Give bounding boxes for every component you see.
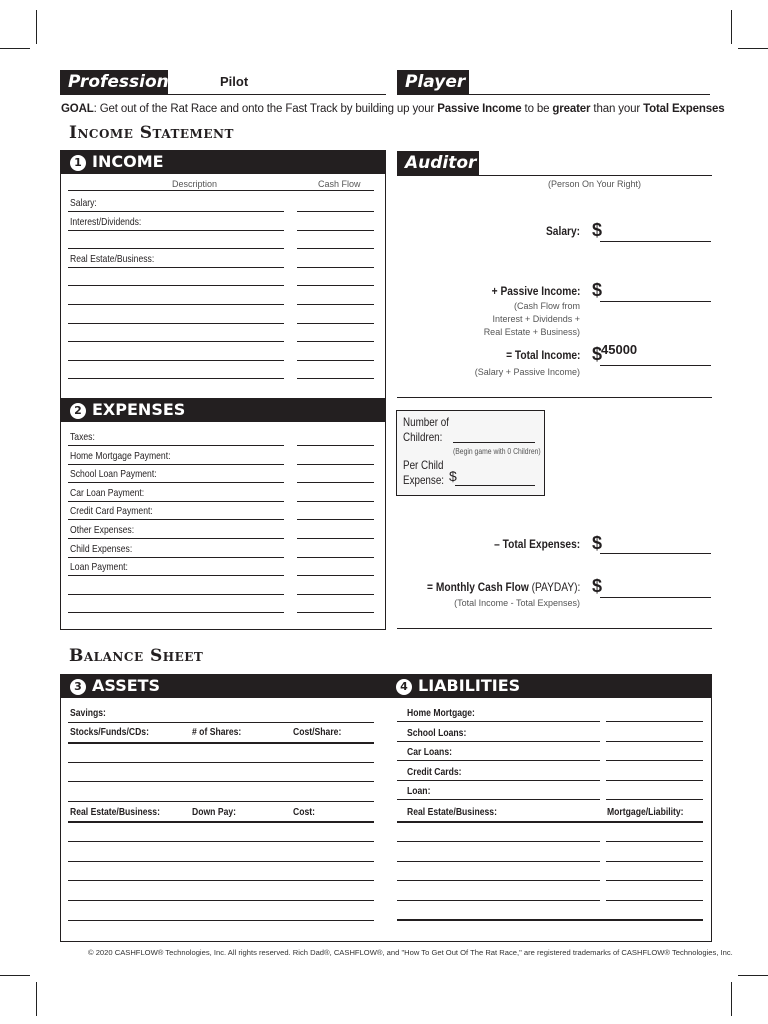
expense-row-label: Loan Payment: xyxy=(70,561,128,574)
shares-label: # of Shares: xyxy=(192,726,242,738)
total-income-dollar: $ xyxy=(592,344,603,364)
expense-row-label: School Loan Payment: xyxy=(70,468,157,481)
profession-label: Profession xyxy=(60,70,168,94)
auditor-divider xyxy=(397,397,712,398)
children-field[interactable] xyxy=(453,442,535,443)
children-note: (Begin game with 0 Children) xyxy=(453,447,541,456)
expense-row-label: Other Expenses: xyxy=(70,524,135,536)
expense-row-cashflow[interactable] xyxy=(297,482,374,483)
expense-row-description[interactable] xyxy=(68,445,284,446)
stock-row[interactable] xyxy=(68,781,374,782)
income-row-label: Interest/Dividends: xyxy=(70,215,142,228)
income-row-label: Real Estate/Business: xyxy=(70,252,155,265)
liability-row-description[interactable] xyxy=(397,760,600,761)
crop-mark xyxy=(0,48,30,49)
income-row-label: Salary: xyxy=(70,197,97,209)
expense-row-cashflow[interactable] xyxy=(297,612,374,613)
income-row-description[interactable] xyxy=(68,378,284,379)
expense-row-cashflow[interactable] xyxy=(297,445,374,446)
income-row-description[interactable] xyxy=(68,360,284,361)
real-estate-row[interactable] xyxy=(68,880,374,881)
expense-row-cashflow[interactable] xyxy=(297,464,374,465)
income-row-cashflow[interactable] xyxy=(297,378,374,379)
liability-row-amount[interactable] xyxy=(606,741,703,742)
crop-mark xyxy=(731,982,732,1016)
income-row-description[interactable] xyxy=(68,285,284,286)
expense-row-label: Home Mortgage Payment: xyxy=(70,449,171,462)
expense-row-description[interactable] xyxy=(68,538,284,539)
liability-row-amount[interactable] xyxy=(606,760,703,761)
crop-mark xyxy=(36,982,37,1016)
income-row-cashflow[interactable] xyxy=(297,285,374,286)
salary-label: Salary: xyxy=(545,224,580,238)
children-label-1: Number of xyxy=(403,415,449,429)
auditor-note: (Person On Your Right) xyxy=(548,179,642,189)
total-expenses-label: – Total Expenses: xyxy=(494,537,580,551)
savings-label: Savings: xyxy=(70,707,106,719)
cashflow-label: = Monthly Cash Flow (PAYDAY): xyxy=(426,580,580,594)
children-label-2: Children: xyxy=(403,430,443,444)
liability-row-description[interactable] xyxy=(397,741,600,742)
passive-income-field[interactable] xyxy=(600,301,711,302)
expense-row-cashflow[interactable] xyxy=(297,575,374,576)
salary-dollar: $ xyxy=(592,220,603,240)
crop-mark xyxy=(738,975,768,976)
income-row-cashflow[interactable] xyxy=(297,230,374,231)
expense-row-description[interactable] xyxy=(68,575,284,576)
income-row-description[interactable] xyxy=(68,267,284,268)
liability-row-label: Loan: xyxy=(407,785,431,798)
expense-row-label: Taxes: xyxy=(70,431,95,443)
liab-re-row[interactable] xyxy=(397,861,600,862)
player-field[interactable] xyxy=(475,70,709,94)
expense-row-description[interactable] xyxy=(68,519,284,520)
crop-mark xyxy=(738,48,768,49)
income-row-description[interactable] xyxy=(68,248,284,249)
stocks-label: Stocks/Funds/CDs: xyxy=(70,726,149,738)
expense-row-description[interactable] xyxy=(68,482,284,483)
per-child-dollar: $ xyxy=(449,468,457,484)
liab-re-row[interactable] xyxy=(397,900,600,901)
player-underline xyxy=(397,94,710,95)
liab-re-row[interactable] xyxy=(397,841,600,842)
col-description: Description xyxy=(172,179,218,189)
liability-row-description[interactable] xyxy=(397,721,600,722)
passive-note-1: (Cash Flow from xyxy=(513,301,580,311)
liability-row-amount[interactable] xyxy=(606,799,703,800)
expense-row-cashflow[interactable] xyxy=(297,594,374,595)
liability-row-label: Credit Cards: xyxy=(407,765,462,778)
cost-label: Cost: xyxy=(293,806,316,818)
auditor-bottom-rule xyxy=(397,628,712,629)
income-row-cashflow[interactable] xyxy=(297,267,374,268)
liab-real-estate-label: Real Estate/Business: xyxy=(407,806,497,818)
expense-row-description[interactable] xyxy=(68,501,284,502)
income-row-description[interactable] xyxy=(68,341,284,342)
crop-mark xyxy=(731,10,732,44)
passive-income-dollar: $ xyxy=(592,280,603,300)
cost-share-label: Cost/Share: xyxy=(293,726,342,738)
liability-row-amount[interactable] xyxy=(606,780,703,781)
player-label: Player xyxy=(397,70,469,94)
passive-note-2: Interest + Dividends + xyxy=(492,314,580,324)
expense-row-cashflow[interactable] xyxy=(297,538,374,539)
total-income-field xyxy=(600,365,711,366)
per-child-label-1: Per Child xyxy=(403,458,444,472)
real-estate-header-rule xyxy=(68,821,374,823)
auditor-label: Auditor xyxy=(397,151,479,175)
liab-re-amount[interactable] xyxy=(606,900,703,901)
liability-row-label: School Loans: xyxy=(407,726,467,739)
expense-row-cashflow[interactable] xyxy=(297,501,374,502)
stock-row[interactable] xyxy=(68,801,374,802)
liability-row-label: Car Loans: xyxy=(407,746,452,759)
total-income-note: (Salary + Passive Income) xyxy=(474,367,580,377)
profession-underline xyxy=(60,94,386,95)
auditor-underline xyxy=(397,175,712,176)
total-expenses-dollar: $ xyxy=(592,533,603,553)
liab-re-amount[interactable] xyxy=(606,880,703,881)
real-estate-row[interactable] xyxy=(68,900,374,901)
expense-row-cashflow[interactable] xyxy=(297,557,374,558)
liability-row-description[interactable] xyxy=(397,799,600,800)
liability-row-description[interactable] xyxy=(397,780,600,781)
income-row-description[interactable] xyxy=(68,230,284,231)
expense-row-label: Child Expenses: xyxy=(70,542,133,555)
expense-row-description[interactable] xyxy=(68,594,284,595)
income-row-description[interactable] xyxy=(68,304,284,305)
liab-re-row[interactable] xyxy=(397,880,600,881)
cashflow-dollar: $ xyxy=(592,576,603,596)
expense-row-description[interactable] xyxy=(68,612,284,613)
income-row-cashflow[interactable] xyxy=(297,248,374,249)
total-expenses-field[interactable] xyxy=(600,553,711,554)
crop-mark xyxy=(36,10,37,44)
real-estate-row[interactable] xyxy=(68,920,374,921)
income-row-cashflow[interactable] xyxy=(297,323,374,324)
per-child-label-2: Expense: xyxy=(403,473,445,487)
total-income-label: = Total Income: xyxy=(505,348,580,362)
income-col-rule xyxy=(68,190,374,191)
expense-row-description[interactable] xyxy=(68,464,284,465)
liab-bottom-rule xyxy=(397,919,703,921)
income-header: 1 INCOME xyxy=(60,150,386,174)
liability-row-label: Home Mortgage: xyxy=(407,707,475,719)
income-statement-title: Income Statement xyxy=(69,123,234,143)
expense-row-label: Car Loan Payment: xyxy=(70,486,145,499)
total-income-value[interactable]: 45000 xyxy=(601,342,638,357)
cashflow-note: (Total Income - Total Expenses) xyxy=(454,598,580,608)
goal-text: GOAL: Get out of the Rat Race and onto the Fast Track by building up your Passive Income to be greater than your Total Expenses xyxy=(61,103,725,115)
stocks-header-rule xyxy=(68,742,374,744)
salary-field[interactable] xyxy=(600,241,711,242)
expense-row-description[interactable] xyxy=(68,557,284,558)
crop-mark xyxy=(0,975,30,976)
income-row-cashflow[interactable] xyxy=(297,304,374,305)
income-row-cashflow[interactable] xyxy=(297,360,374,361)
expense-row-label: Credit Card Payment: xyxy=(70,505,153,518)
expenses-header: 2 EXPENSES xyxy=(60,398,386,422)
liab-re-amount[interactable] xyxy=(606,841,703,842)
savings-field[interactable] xyxy=(68,722,374,723)
real-estate-row[interactable] xyxy=(68,841,374,842)
liab-real-estate-header-rule xyxy=(397,821,703,823)
assets-header: 3 ASSETS xyxy=(60,674,386,698)
passive-note-3: Real Estate + Business) xyxy=(483,327,580,337)
balance-sheet-title: Balance Sheet xyxy=(69,646,204,666)
liabilities-header: 4 LIABILITIES xyxy=(386,674,712,698)
liab-re-amount[interactable] xyxy=(606,861,703,862)
col-cashflow: Cash Flow xyxy=(318,179,361,189)
income-row-cashflow[interactable] xyxy=(297,341,374,342)
footer-copyright: © 2020 CASHFLOW® Technologies, Inc. All rights reserved. Rich Dad®, CASHFLOW®, and "How To Get Out Of The Rat Race," are registered trademarks of CASHFLOW® Technologies, Inc. xyxy=(88,948,733,957)
down-pay-label: Down Pay: xyxy=(192,806,237,818)
mortgage-liability-label: Mortgage/Liability: xyxy=(607,806,684,818)
expense-row-cashflow[interactable] xyxy=(297,519,374,520)
real-estate-label: Real Estate/Business: xyxy=(70,806,160,818)
cashflow-field[interactable] xyxy=(600,597,711,598)
per-child-field[interactable] xyxy=(455,485,535,486)
liability-row-amount[interactable] xyxy=(606,721,703,722)
real-estate-row[interactable] xyxy=(68,861,374,862)
income-row-cashflow[interactable] xyxy=(297,211,374,212)
income-row-description[interactable] xyxy=(68,323,284,324)
profession-field[interactable]: Pilot xyxy=(220,74,249,89)
stock-row[interactable] xyxy=(68,762,374,763)
income-row-description[interactable] xyxy=(68,211,284,212)
passive-income-label: + Passive Income: xyxy=(491,284,580,298)
